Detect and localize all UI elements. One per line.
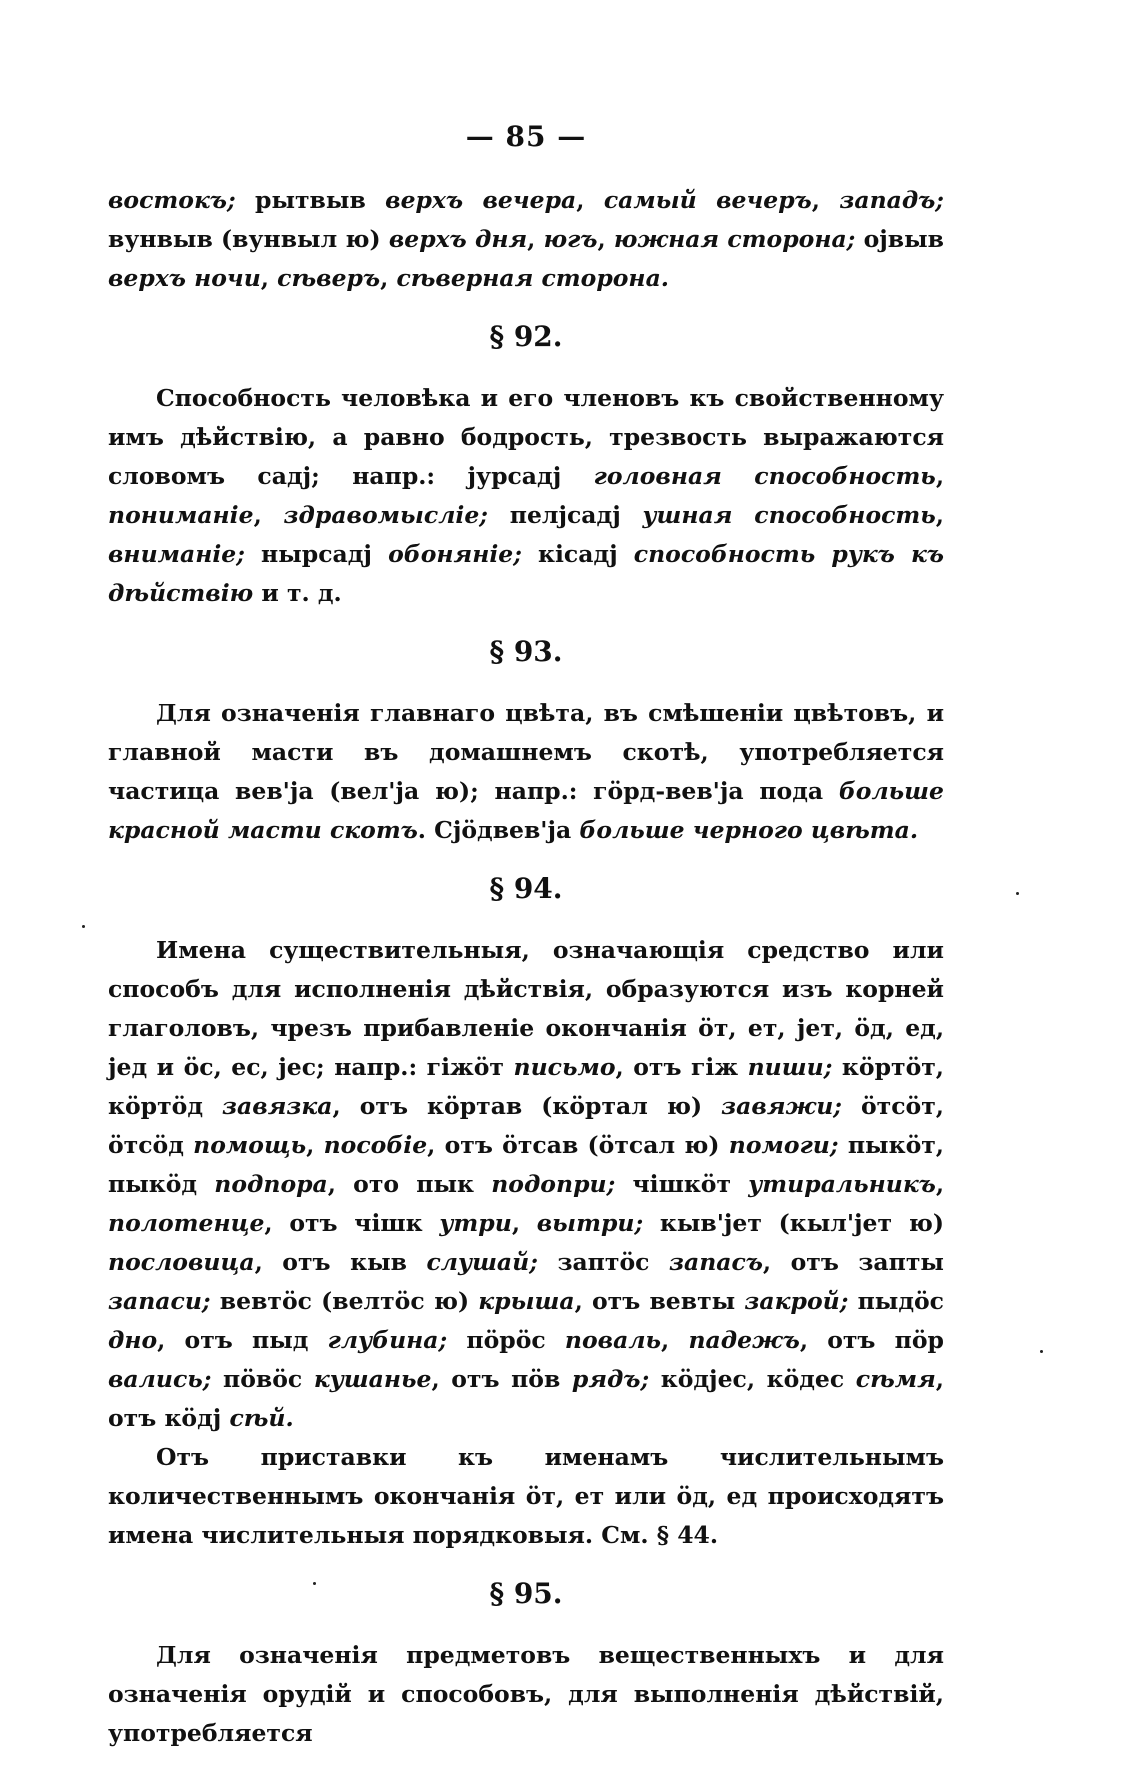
italic-text-run: сѣверная сторона. bbox=[396, 264, 669, 292]
text-run: вунвыв (вунвыл ю) bbox=[108, 225, 389, 253]
text-run: пӧвӧс bbox=[211, 1365, 314, 1393]
scan-speck bbox=[313, 1582, 316, 1585]
italic-text-run: полотенце bbox=[108, 1209, 265, 1237]
text-run: , bbox=[935, 1170, 945, 1198]
italic-text-run: здравомысліе; bbox=[283, 501, 488, 529]
text-run: Для означенія предметовъ вещественныхъ и для означенія орудій и способовъ, для выполненія дѣйствій, употребляется bbox=[108, 1641, 944, 1747]
italic-text-run: закрой; bbox=[744, 1287, 849, 1315]
italic-text-run: рядъ; bbox=[571, 1365, 650, 1393]
text-run: ојвыв bbox=[855, 225, 944, 253]
text-run: , bbox=[811, 186, 840, 214]
text-run: чішкӧт bbox=[615, 1170, 749, 1198]
section-heading-92: § 92. bbox=[489, 320, 563, 353]
text-run: , отъ чішк bbox=[264, 1209, 440, 1237]
italic-text-run: слушай; bbox=[426, 1248, 538, 1276]
text-run: вевтӧс (велтӧс ю) bbox=[210, 1287, 479, 1315]
italic-text-run: пониманіе bbox=[108, 501, 254, 529]
text-run: , bbox=[306, 1131, 324, 1159]
text-run: , отъ гіж bbox=[615, 1053, 748, 1081]
text-run: , отъ кӧртав (кӧртал ю) bbox=[332, 1092, 722, 1120]
italic-text-run: верхъ дня bbox=[388, 225, 528, 253]
text-run: рытвыв bbox=[235, 186, 386, 214]
scan-speck bbox=[1016, 892, 1019, 895]
text-run: , bbox=[260, 264, 278, 292]
italic-text-run: сѣмя bbox=[855, 1365, 936, 1393]
italic-text-run: завязка bbox=[222, 1092, 333, 1120]
text-run: кӧдјес, кӧдес bbox=[649, 1365, 856, 1393]
text-run: заптӧс bbox=[537, 1248, 669, 1276]
text-run: , отъ пӧр bbox=[799, 1326, 944, 1354]
italic-text-run: пиши; bbox=[747, 1053, 833, 1081]
text-run: , отъ вевты bbox=[574, 1287, 745, 1315]
text-run: , отъ кыв bbox=[254, 1248, 427, 1276]
italic-text-run: помощь bbox=[193, 1131, 307, 1159]
italic-text-run: сѣй. bbox=[229, 1404, 294, 1432]
italic-text-run: падежъ bbox=[688, 1326, 800, 1354]
italic-text-run: обоняніе; bbox=[388, 540, 522, 568]
text-run: , bbox=[527, 225, 544, 253]
paragraph-94b bbox=[108, 1438, 944, 1555]
document-page bbox=[108, 120, 944, 1753]
text-run: пелјсадј bbox=[487, 501, 643, 529]
text-run: ӧтсӧт, ӧтсӧд bbox=[108, 1092, 944, 1159]
text-run: , bbox=[511, 1209, 537, 1237]
text-run: , отъ кӧдј bbox=[108, 1365, 944, 1432]
italic-text-run: западъ; bbox=[839, 186, 944, 214]
text-run: и т. д. bbox=[253, 579, 342, 607]
text-run: , ото пык bbox=[327, 1170, 492, 1198]
italic-text-run: больше красной масти скотъ bbox=[108, 777, 944, 844]
italic-text-run: подпора bbox=[214, 1170, 328, 1198]
text-run: . Сјӧдвев'ја bbox=[417, 816, 580, 844]
text-run: кісадј bbox=[521, 540, 634, 568]
text-run: , отъ ӧтсав (ӧтсал ю) bbox=[427, 1131, 729, 1159]
italic-text-run: востокъ; bbox=[108, 186, 236, 214]
italic-text-run: вались; bbox=[108, 1365, 212, 1393]
text-run: , отъ пӧв bbox=[431, 1365, 572, 1393]
paragraph-95 bbox=[108, 1636, 944, 1753]
italic-text-run: дно bbox=[108, 1326, 158, 1354]
text-run: , bbox=[576, 186, 604, 214]
paragraph-93 bbox=[108, 694, 944, 850]
italic-text-run: способность рукъ къ дѣйствію bbox=[108, 540, 944, 607]
italic-text-run: верхъ вечера bbox=[385, 186, 577, 214]
text-run: , bbox=[661, 1326, 689, 1354]
italic-text-run: завяжи; bbox=[721, 1092, 842, 1120]
text-run: Способность человѣка и его членовъ къ свойственному имъ дѣйствію, а равно бодрость, трезвость выражаются словомъ садј; напр.: јурсадј bbox=[108, 384, 944, 490]
text-run: , отъ запты bbox=[762, 1248, 944, 1276]
italic-text-run: головная способность bbox=[593, 462, 936, 490]
italic-text-run: глубина; bbox=[327, 1326, 448, 1354]
italic-text-run: ушная способность bbox=[642, 501, 936, 529]
italic-text-run: южная сторона; bbox=[613, 225, 856, 253]
italic-text-run: поваль bbox=[564, 1326, 662, 1354]
italic-text-run: самый вечеръ bbox=[603, 186, 812, 214]
italic-text-run: запасъ bbox=[668, 1248, 763, 1276]
italic-text-run: вниманіе; bbox=[108, 540, 245, 568]
italic-text-run: подопри; bbox=[491, 1170, 616, 1198]
italic-text-run: крыша bbox=[478, 1287, 575, 1315]
paragraph-92 bbox=[108, 379, 944, 613]
text-run: , bbox=[380, 264, 397, 292]
section-heading-94: § 94. bbox=[489, 872, 563, 905]
text-run: кӧртӧт, кӧртӧд bbox=[108, 1053, 944, 1120]
text-run: Для означенія главнаго цвѣта, въ смѣшеніи цвѣтовъ, и главной масти въ домашнемъ скотѣ, употребляется частица вев'ја (вел'ја ю); напр.: гӧрд-вев'ја пода bbox=[108, 699, 944, 805]
text-run: Имена существительныя, означающія средство или способъ для исполненія дѣйствія, образуются изъ корней глаголовъ, чрезъ прибавленіе окончанія ӧт, ет, јет, ӧд, ед, јед и ӧс, ес, јес; напр.: гіжӧт bbox=[108, 936, 944, 1081]
text-run: пыдӧс bbox=[848, 1287, 944, 1315]
text-run: , bbox=[597, 225, 614, 253]
text-run: кыв'јет (кыл'јет ю) bbox=[643, 1209, 944, 1237]
italic-text-run: помоги; bbox=[728, 1131, 839, 1159]
italic-text-run: запаси; bbox=[108, 1287, 211, 1315]
italic-text-run: вытри; bbox=[536, 1209, 644, 1237]
paragraph-94a bbox=[108, 931, 944, 1438]
italic-text-run: кушанье bbox=[313, 1365, 432, 1393]
text-run: пыкӧт, пыкӧд bbox=[108, 1131, 944, 1198]
scan-speck bbox=[1040, 1350, 1043, 1353]
italic-text-run: сѣверъ bbox=[277, 264, 381, 292]
section-heading-93: § 93. bbox=[489, 635, 563, 668]
italic-text-run: больше черного цвѣта. bbox=[579, 816, 919, 844]
text-run: пӧрӧс bbox=[447, 1326, 565, 1354]
text-run: , bbox=[935, 462, 944, 490]
text-run: нырсадј bbox=[244, 540, 389, 568]
text-run: , bbox=[935, 501, 944, 529]
page-number: — 85 — bbox=[465, 120, 587, 153]
scan-speck bbox=[82, 925, 85, 928]
italic-text-run: пословица bbox=[108, 1248, 255, 1276]
paragraph-continuation bbox=[108, 181, 944, 298]
section-heading-95: § 95. bbox=[489, 1577, 563, 1610]
text-run: , bbox=[253, 501, 284, 529]
text-run: Отъ приставки къ именамъ числительнымъ количественнымъ окончанія ӧт, ет или ӧд, ед происходятъ имена числительныя порядковыя. См. § 44. bbox=[108, 1443, 944, 1549]
italic-text-run: утри bbox=[439, 1209, 512, 1237]
italic-text-run: утиральникъ bbox=[748, 1170, 936, 1198]
italic-text-run: письмо bbox=[513, 1053, 616, 1081]
italic-text-run: верхъ ночи bbox=[108, 264, 261, 292]
italic-text-run: пособіе bbox=[323, 1131, 428, 1159]
text-run: , отъ пыд bbox=[157, 1326, 328, 1354]
italic-text-run: югъ bbox=[543, 225, 598, 253]
